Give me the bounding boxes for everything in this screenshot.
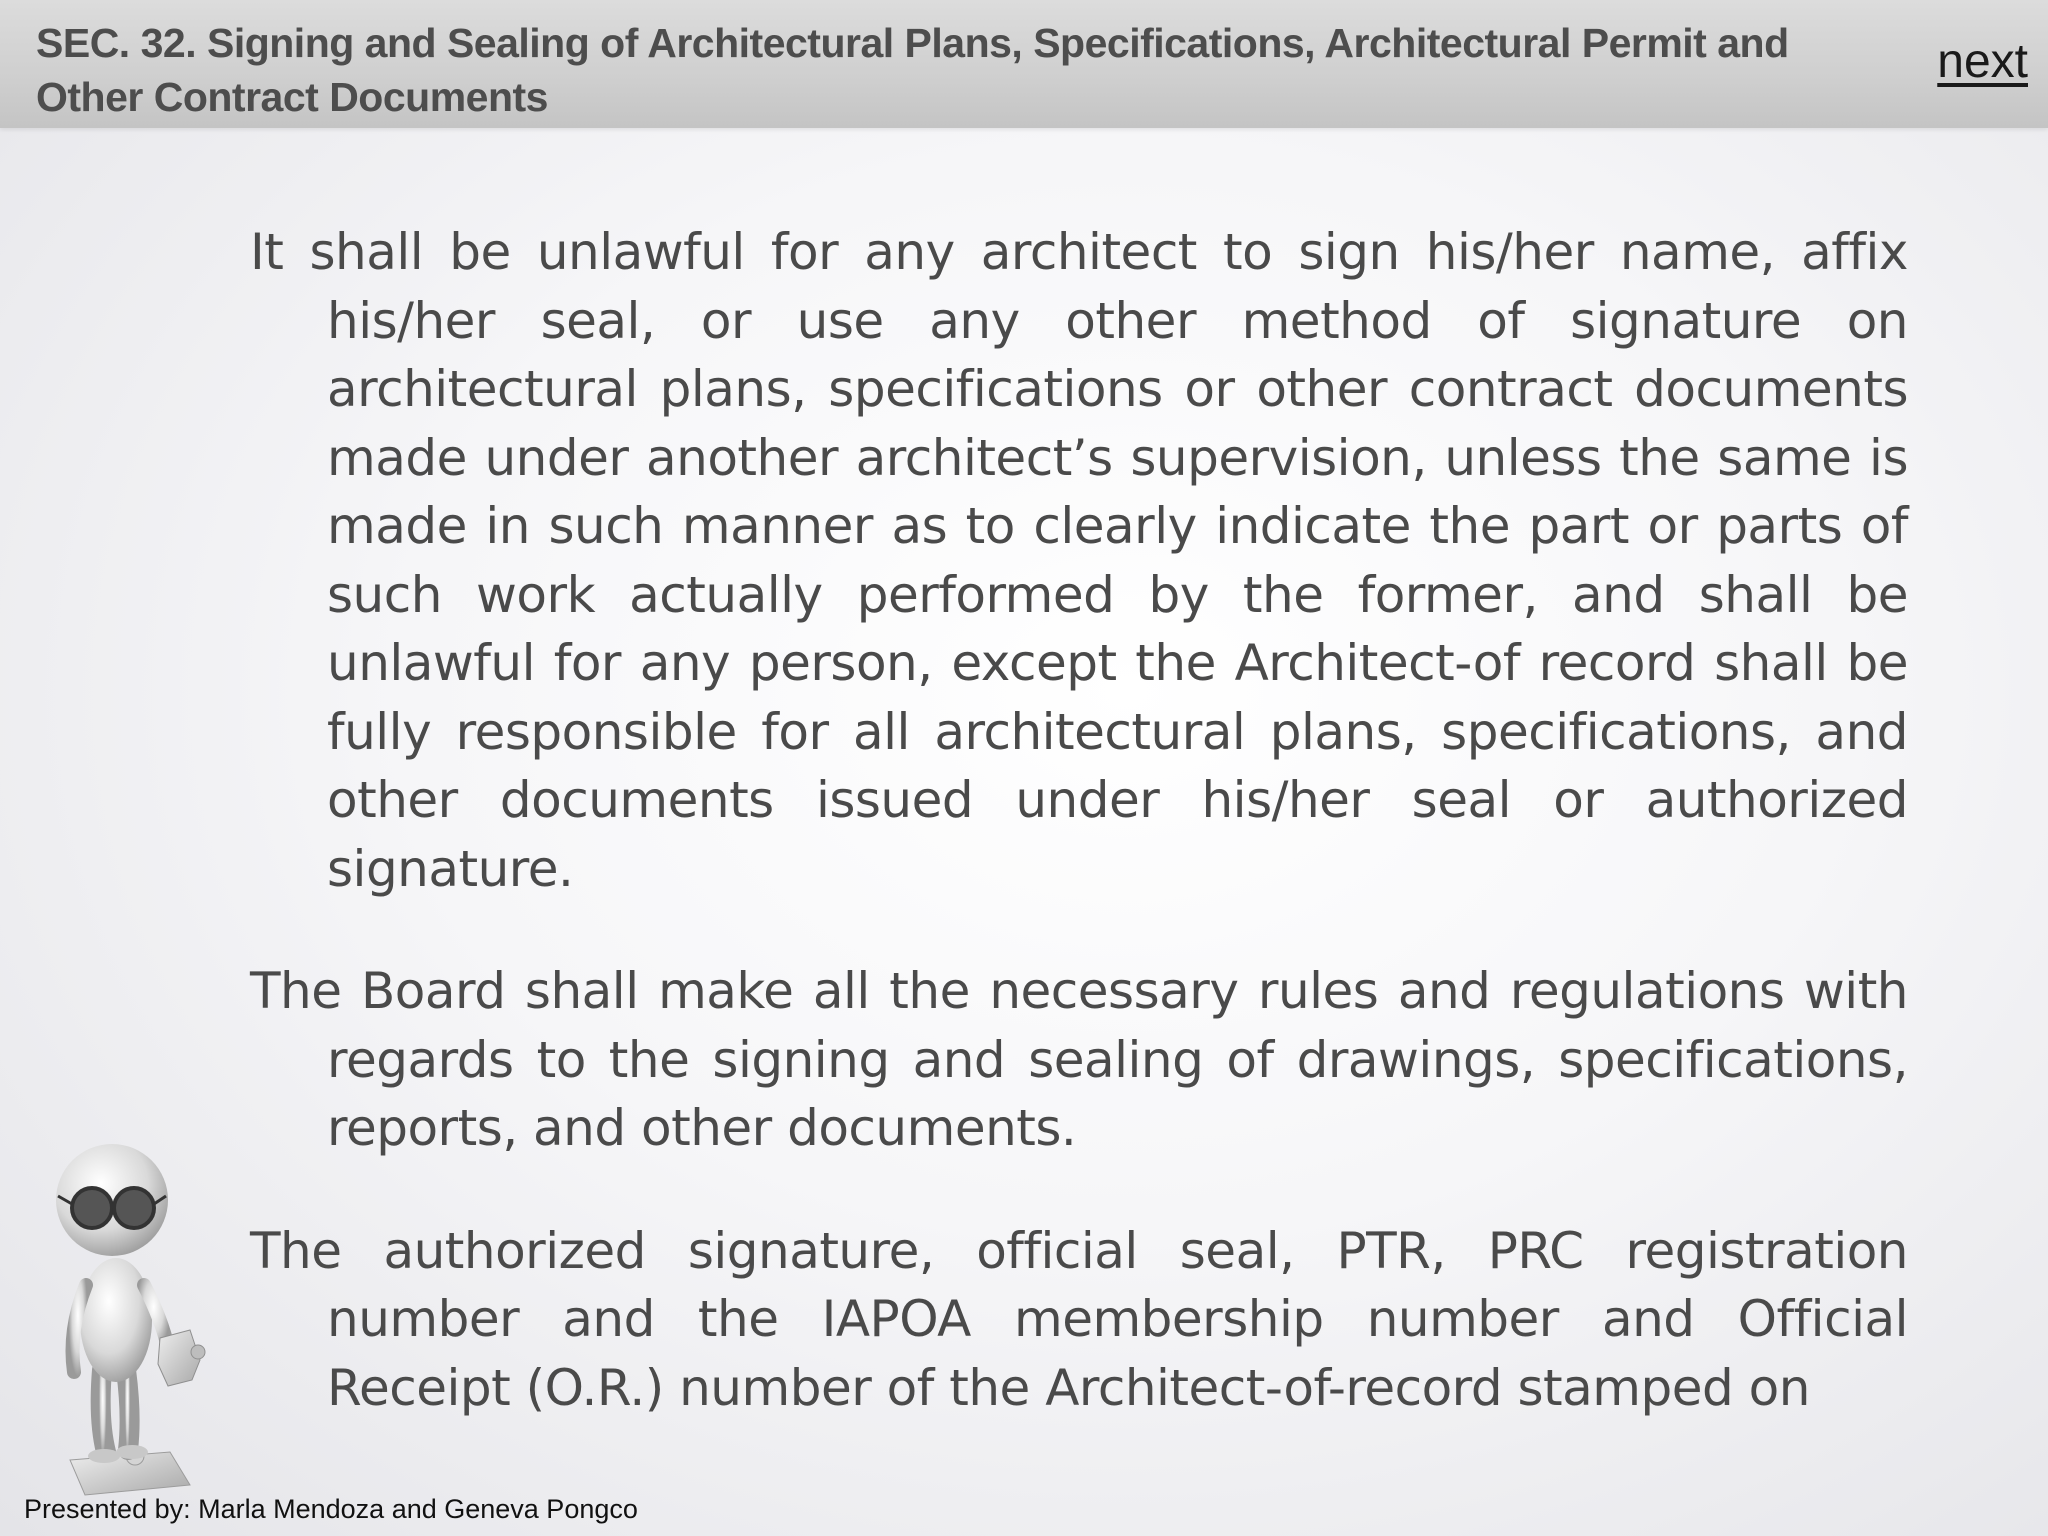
presenter-credit: Presented by: Marla Mendoza and Geneva Pongco (24, 1494, 638, 1524)
figure-with-puzzle-piece-icon (40, 1080, 240, 1500)
paragraph-authorized-signature: The authorized signature, official seal, PTR, PRC registration number and the IAPOA membership number and Official Receipt (O.R.) number of the Architect-of-record stamped on (250, 1221, 1908, 1417)
slide-title: SEC. 32. Signing and Sealing of Architectural Plans, Specifications, Architectural Permit and Other Contract Documents (36, 20, 1789, 120)
paragraph-unlawful-signing: It shall be unlawful for any architect to sign his/her name, affix his/her seal, or use any other method of signature on architectural plans, specifications or other contract documents made under another architect’s supervision, unless the same is made in such manner as to clearly indicate the part or parts of such work actually performed by the former, and shall be unlawful for any person, except the Architect-of record shall be fully responsible for all architectural plans, specifications, and other documents issued under his/her seal or authorized signature. (250, 223, 1908, 898)
next-link[interactable]: next (1937, 35, 2028, 88)
paragraph-board-rules: The Board shall make all the necessary rules and regulations with regards to the signing and sealing of drawings, specifications, reports, and other documents. (250, 962, 1908, 1157)
slide-body (250, 218, 1908, 1422)
